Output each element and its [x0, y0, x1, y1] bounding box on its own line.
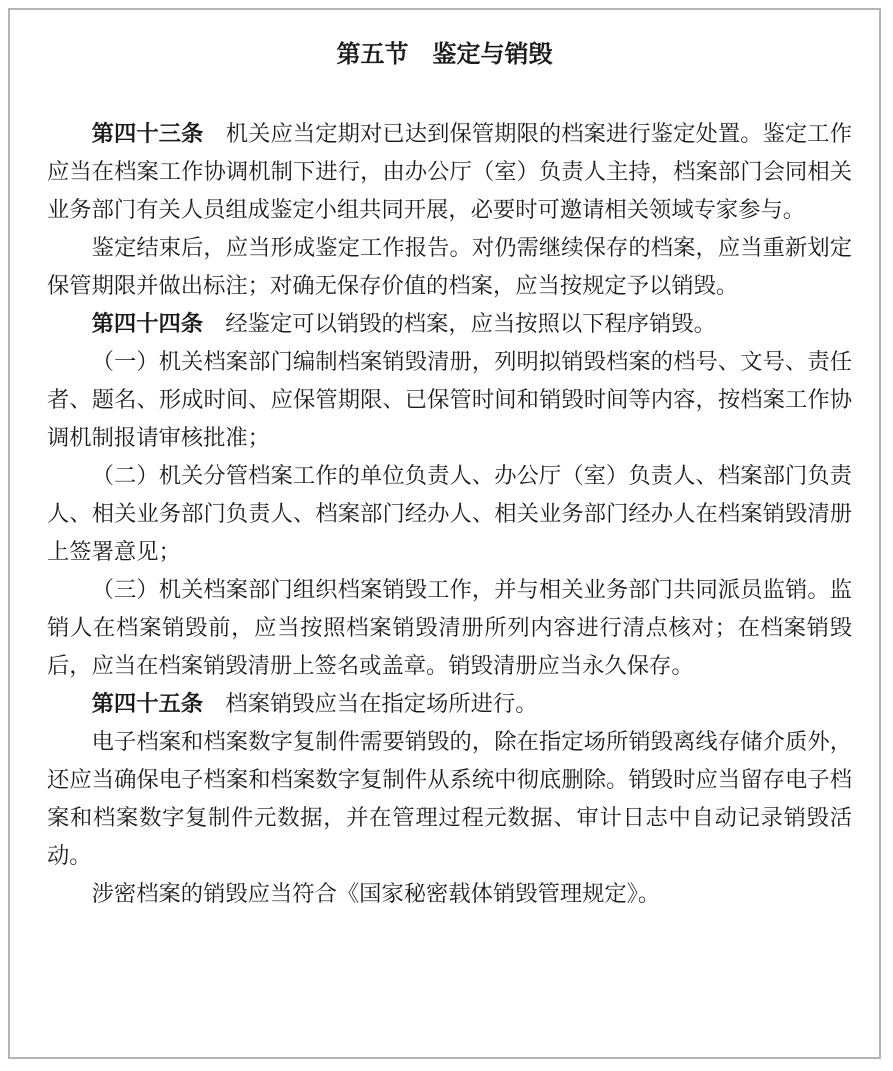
paragraph-text: 涉密档案的销毁应当符合《国家秘密载体销毁管理规定》。	[91, 881, 661, 907]
paragraph	[47, 305, 852, 343]
article-number: 第四十五条	[91, 691, 204, 717]
paragraph	[47, 571, 852, 685]
paragraph-text: 档案销毁应当在指定场所进行。	[225, 691, 538, 717]
paragraph	[47, 875, 852, 913]
paragraph	[47, 457, 852, 571]
document-body	[47, 115, 852, 913]
document-frame	[8, 8, 881, 1059]
paragraph-text: （一）机关档案部门编制档案销毁清册，列明拟销毁档案的档号、文号、责任者、题名、形成时间、应保管期限、已保管时间和销毁时间等内容，按档案工作协调机制报请审核批准；	[47, 349, 852, 451]
section-title: 第五节 鉴定与销毁	[336, 40, 553, 68]
paragraph	[47, 723, 852, 875]
paragraph	[47, 229, 852, 305]
paragraph	[47, 685, 852, 723]
article-number: 第四十四条	[91, 311, 204, 337]
paragraph	[47, 343, 852, 457]
paragraph-text: 鉴定结束后，应当形成鉴定工作报告。对仍需继续保存的档案，应当重新划定保管期限并做出标注；对确无保存价值的档案，应当按规定予以销毁。	[47, 235, 852, 299]
paragraph-text: （三）机关档案部门组织档案销毁工作，并与相关业务部门共同派员监销。监销人在档案销毁前，应当按照档案销毁清册所列内容进行清点核对；在档案销毁后，应当在档案销毁清册上签名或盖章。销毁清册应当永久保存。	[47, 577, 852, 679]
paragraph-text: 机关应当定期对已达到保管期限的档案进行鉴定处置。鉴定工作应当在档案工作协调机制下进行，由办公厅（室）负责人主持，档案部门会同相关业务部门有关人员组成鉴定小组共同开展，必要时可邀请相关领域专家参与。	[47, 121, 852, 223]
paragraph-text: （二）机关分管档案工作的单位负责人、办公厅（室）负责人、档案部门负责人、相关业务部门负责人、档案部门经办人、相关业务部门经办人在档案销毁清册上签署意见；	[47, 463, 852, 565]
paragraph-text: 电子档案和档案数字复制件需要销毁的，除在指定场所销毁离线存储介质外，还应当确保电子档案和档案数字复制件从系统中彻底删除。销毁时应当留存电子档案和档案数字复制件元数据，并在管理过程元数据、审计日志中自动记录销毁活动。	[47, 729, 852, 869]
paragraph-text: 经鉴定可以销毁的档案，应当按照以下程序销毁。	[225, 311, 716, 337]
article-number: 第四十三条	[91, 121, 204, 147]
paragraph	[47, 115, 852, 229]
